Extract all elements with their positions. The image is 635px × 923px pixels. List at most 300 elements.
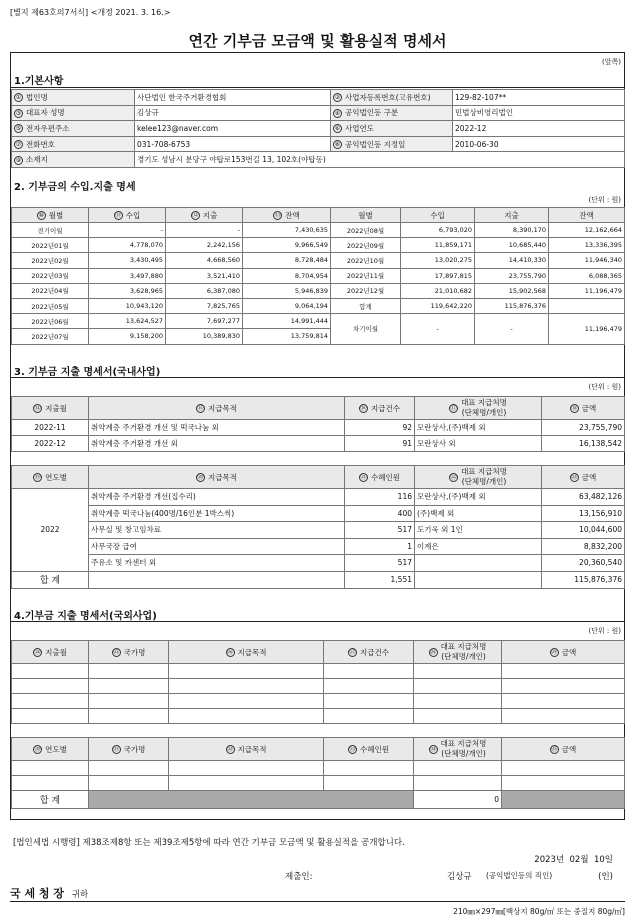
header-row: [12, 466, 625, 489]
recipient: 국 세 청 장 귀하: [10, 887, 89, 900]
section2-unit: (단위 : 원): [588, 196, 621, 204]
header-amount: [502, 738, 625, 761]
payee-subheading: (단체명/개인): [461, 477, 507, 486]
expense-cell: 115,876,376: [475, 298, 549, 313]
section2-title: 2. 기부금의 수입.지출 명세: [11, 178, 624, 192]
empty-cell: [169, 761, 324, 776]
info-row: [12, 136, 625, 152]
carry-income-cell: -: [401, 314, 475, 344]
side-note: (앞쪽): [602, 58, 621, 66]
item-number: ⑮: [197, 405, 204, 412]
total-label: 합 계: [12, 571, 89, 588]
purpose-cell: 취약계층 떡국나눔(400명/16인분 1박스씩): [89, 505, 345, 522]
info-label: [12, 152, 135, 168]
table-row: [12, 420, 625, 436]
expense-cell: 7,697,277: [166, 314, 243, 329]
table-row: [12, 268, 625, 283]
item-number: ⑰: [450, 404, 457, 412]
payee-heading: 대표 지급처명: [461, 398, 507, 407]
amount-cell: 8,832,200: [542, 538, 625, 555]
total-row: [12, 571, 625, 588]
item-label: 금액: [581, 472, 597, 482]
table-row: [12, 522, 625, 539]
empty-cell: [89, 679, 169, 694]
amount-cell: 16,138,542: [542, 436, 625, 452]
item-number: ②: [334, 94, 341, 102]
table-row: [12, 314, 625, 329]
empty-cell: [414, 679, 502, 694]
seal-mark: (인): [598, 872, 613, 882]
header-year: [12, 738, 89, 761]
income-cell: 21,010,682: [401, 283, 475, 298]
item-number: ⑯: [360, 405, 367, 412]
empty-cell: [12, 679, 89, 694]
item-label: 전화번호: [26, 139, 55, 149]
item-number: ㉕: [113, 649, 120, 656]
info-label: [12, 136, 135, 152]
basic-info-table: [11, 89, 625, 168]
purpose-cell: 주유소 및 카센터 외: [89, 555, 345, 572]
balance-cell: 13,759,814: [243, 329, 331, 344]
income-cell: 6,793,020: [401, 223, 475, 238]
month-cell: 2022년09월: [331, 238, 401, 253]
item-number: ⑤: [15, 125, 22, 133]
income-cell: -: [89, 223, 166, 238]
empty-cell: [169, 664, 324, 679]
header-amount: [542, 397, 625, 420]
empty-row: [12, 761, 625, 776]
item-number: ㉚: [34, 746, 41, 753]
item-number: ㉔: [34, 649, 41, 656]
month-cell: 2022년11월: [331, 268, 401, 283]
count-cell: 400: [345, 505, 415, 522]
item-label: 금액: [561, 647, 577, 657]
address-value: 경기도 성남시 분당구 야탑로153번길 13, 102호(야탑동): [135, 152, 625, 168]
balance-cell: 8,728,484: [243, 253, 331, 268]
header-count: [345, 466, 415, 489]
item-label: 국가명: [123, 744, 146, 754]
item-label: 수혜인원: [371, 472, 400, 482]
item-label: 지출월: [45, 403, 67, 413]
item-label: 연도별: [45, 472, 67, 482]
total-purpose: [89, 571, 345, 588]
empty-cell: [89, 694, 169, 709]
legal-statement: [법인세법 시행령] 제38조제8항 또는 제39조제5항에 따라 연간 기부금 모금액 및 활용실적을 공개합니다.: [13, 838, 405, 848]
empty-cell: [12, 761, 89, 776]
info-label: [331, 90, 453, 106]
balance-cell: 6,088,365: [549, 268, 625, 283]
month-cell: 합계: [331, 298, 401, 313]
header-payee: [415, 466, 542, 489]
info-label: [331, 121, 453, 137]
col-expense-2: 지출: [475, 208, 549, 223]
income-cell: 3,430,495: [89, 253, 166, 268]
domestic-expense-table: [11, 396, 625, 589]
item-number: ⑧: [334, 141, 341, 149]
item-label: 대표자 성명: [26, 108, 65, 118]
balance-cell: 11,196,479: [549, 283, 625, 298]
info-row: [12, 105, 625, 121]
payee-cell: [415, 555, 542, 572]
balance-cell: 8,704,954: [243, 268, 331, 283]
header-count: [345, 397, 415, 420]
item-label: 사업연도: [345, 123, 374, 133]
payee-heading: 대표 지급처명: [461, 467, 507, 476]
table-row: [12, 253, 625, 268]
item-label: 전자우편주소: [26, 123, 70, 133]
total-count: 0: [414, 791, 502, 809]
empty-cell: [502, 709, 625, 724]
item-label: 금액: [581, 403, 597, 413]
section3-unit: (단위 : 원): [588, 383, 621, 391]
header-month: [12, 641, 89, 664]
income-cell: 10,943,120: [89, 298, 166, 313]
income-expense-table: [11, 207, 625, 345]
amount-cell: 23,755,790: [542, 420, 625, 436]
purpose-cell: 사무국장 급여: [89, 538, 345, 555]
empty-cell: [169, 776, 324, 791]
item-number: ㉝: [349, 746, 356, 753]
month-cell: 2022년07월: [12, 329, 89, 344]
header-country: [89, 641, 169, 664]
info-value: 민법상비영리법인: [453, 105, 625, 121]
month-cell: 2022-12: [12, 436, 89, 452]
month-cell: 2022년02월: [12, 253, 89, 268]
balance-cell: 9,064,194: [243, 298, 331, 313]
item-label: 공익법인등 구분: [345, 108, 399, 118]
month-cell: 2022년04월: [12, 283, 89, 298]
month-cell: 2022년03월: [12, 268, 89, 283]
recipient-suffix: 귀하: [71, 890, 89, 900]
header-row: [12, 397, 625, 420]
info-label: [12, 105, 135, 121]
col-month: ⑩ 월별: [12, 208, 89, 223]
payee-cell: (주)백제 외: [415, 505, 542, 522]
expense-cell: 4,668,560: [166, 253, 243, 268]
header-row: [12, 641, 625, 664]
table-row: [12, 298, 625, 313]
col-income-2: 수입: [401, 208, 475, 223]
spacer-cell: [12, 724, 625, 738]
info-label: [12, 90, 135, 106]
expense-cell: 3,521,410: [166, 268, 243, 283]
month-cell: 2022년01월: [12, 238, 89, 253]
section4-title: 4.기부금 지출 명세서(국외사업): [11, 607, 624, 622]
payee-cell: 이계은: [415, 538, 542, 555]
total-gray: [89, 791, 414, 809]
balance-cell: 5,946,839: [243, 283, 331, 298]
month-cell: 전기이월: [12, 223, 89, 238]
header-purpose: [169, 738, 324, 761]
item-number: ㉖: [226, 649, 233, 656]
payee-heading: 대표 지급처명: [440, 642, 487, 651]
header-purpose: [89, 397, 345, 420]
payee-cell: 모란상사,(주)백제 외: [415, 420, 542, 436]
month-cell: 2022년05월: [12, 298, 89, 313]
section4-unit: (단위 : 원): [588, 627, 621, 635]
info-row: [12, 90, 625, 106]
table-row: [12, 489, 625, 506]
purpose-cell: 취약계층 주거환경 개선 및 떡국나눔 외: [89, 420, 345, 436]
empty-cell: [12, 709, 89, 724]
info-value: 031-708-6753: [135, 136, 331, 152]
item-label: 국가명: [123, 647, 146, 657]
table-row: [12, 555, 625, 572]
empty-cell: [89, 664, 169, 679]
income-cell: 9,158,200: [89, 329, 166, 344]
item-number: ㉜: [226, 746, 233, 753]
carry-expense-cell: -: [475, 314, 549, 344]
expense-cell: 23,755,790: [475, 268, 549, 283]
amount-cell: 10,044,600: [542, 522, 625, 539]
info-row: [12, 121, 625, 137]
item-number: ㉗: [349, 649, 356, 656]
purpose-cell: 취약계층 주거환경 개선 외: [89, 436, 345, 452]
header-payee: [414, 641, 502, 664]
item-label: 공익법인등 지정일: [345, 139, 406, 149]
item-label: 지급목적: [237, 647, 267, 657]
count-cell: 92: [345, 420, 415, 436]
section3-title: 3. 기부금 지출 명세서(국내사업): [11, 363, 624, 378]
income-cell: 17,897,815: [401, 268, 475, 283]
empty-row: [12, 664, 625, 679]
expense-cell: -: [166, 223, 243, 238]
item-label: 소재지: [26, 155, 48, 165]
empty-cell: [502, 761, 625, 776]
item-number: ㉒: [450, 473, 457, 481]
spacer-cell: [12, 452, 625, 466]
header-year: [12, 466, 89, 489]
expense-cell: 10,389,830: [166, 329, 243, 344]
payee-subheading: (단체명/개인): [441, 652, 486, 661]
empty-cell: [414, 776, 502, 791]
month-cell: 2022년10월: [331, 253, 401, 268]
col-expense: ⑫ 지출: [166, 208, 243, 223]
info-label: [331, 105, 453, 121]
carry-month-cell: 차기이월: [331, 314, 401, 344]
item-number: ㉞: [430, 745, 437, 753]
income-cell: 13,020,275: [401, 253, 475, 268]
item-number: ㉛: [113, 746, 120, 753]
empty-cell: [169, 679, 324, 694]
submitter-name: 김상규: [447, 872, 472, 882]
amount-cell: 63,482,126: [542, 489, 625, 506]
balance-cell: 14,991,444: [243, 314, 331, 329]
empty-cell: [324, 694, 414, 709]
count-cell: 1: [345, 538, 415, 555]
empty-cell: [502, 679, 625, 694]
item-label: 금액: [561, 744, 577, 754]
month-cell: 2022-11: [12, 420, 89, 436]
header-amount: [542, 466, 625, 489]
item-number: ④: [334, 109, 341, 117]
info-value: 사단법인 한국주거환경협회: [135, 90, 331, 106]
item-number: ⑦: [15, 141, 22, 149]
submitter-label: 제출인:: [285, 872, 313, 882]
expense-cell: 10,685,440: [475, 238, 549, 253]
count-cell: 116: [345, 489, 415, 506]
payee-subheading: (단체명/개인): [441, 749, 486, 758]
submitter-role: (공익법인등의 직인): [486, 871, 553, 880]
count-cell: 517: [345, 555, 415, 572]
paper-spec: 210㎜×297㎜[백상지 80g/㎡ 또는 중질지 80g/㎡]: [453, 907, 625, 916]
item-number: ㉑: [360, 474, 367, 481]
item-number: ㉟: [551, 746, 558, 753]
header-payee: [414, 738, 502, 761]
payee-cell: 도기욱 외 1인: [415, 522, 542, 539]
empty-cell: [324, 664, 414, 679]
header-country: [89, 738, 169, 761]
empty-cell: [324, 679, 414, 694]
purpose-cell: 취약계층 주거환경 개선(집수리): [89, 489, 345, 506]
month-cell: 2022년06월: [12, 314, 89, 329]
empty-cell: [414, 761, 502, 776]
table-row: [12, 436, 625, 452]
header-count: [324, 738, 414, 761]
balance-cell: [549, 298, 625, 313]
month-cell: 2022년12월: [331, 283, 401, 298]
empty-cell: [89, 776, 169, 791]
item-number: ㉘: [430, 648, 437, 656]
empty-cell: [12, 776, 89, 791]
empty-cell: [324, 776, 414, 791]
bottom-rule: [10, 901, 625, 902]
empty-row: [12, 776, 625, 791]
income-cell: 3,497,880: [89, 268, 166, 283]
month-cell: 2022년08월: [331, 223, 401, 238]
empty-cell: [414, 709, 502, 724]
item-number: ③: [15, 109, 22, 117]
expense-cell: 15,902,568: [475, 283, 549, 298]
carry-balance-cell: 11,196,479: [549, 314, 625, 344]
info-value: 2010-06-30: [453, 136, 625, 152]
section1-title: 1.기본사항: [11, 72, 624, 88]
col-month-2: 월별: [331, 208, 401, 223]
spacer-row: [12, 724, 625, 738]
expense-cell: 2,242,156: [166, 238, 243, 253]
info-label: [331, 136, 453, 152]
empty-cell: [414, 694, 502, 709]
item-number: ⑭: [34, 405, 41, 412]
info-row-address: [12, 152, 625, 168]
empty-cell: [12, 694, 89, 709]
item-label: 연도별: [45, 744, 67, 754]
info-value: 김상규: [135, 105, 331, 121]
header-payee: [415, 397, 542, 420]
header-row: [12, 738, 625, 761]
total-payee: [415, 571, 542, 588]
balance-cell: 7,430,635: [243, 223, 331, 238]
col-income: ⑪ 수입: [89, 208, 166, 223]
item-label: 지급목적: [208, 472, 237, 482]
item-label: 수혜인원: [360, 744, 389, 754]
item-label: 사업자등록번호(고유번호): [345, 92, 431, 102]
col-balance-2: 잔액: [549, 208, 625, 223]
spacer-row: [12, 452, 625, 466]
item-number: ⑨: [15, 156, 22, 164]
item-label: 지급건수: [360, 647, 389, 657]
expense-cell: 6,387,080: [166, 283, 243, 298]
empty-cell: [12, 664, 89, 679]
payee-cell: 모란상사,(주)백제 외: [415, 489, 542, 506]
payee-cell: 모란상사 외: [415, 436, 542, 452]
item-number: ⑲: [34, 474, 41, 481]
purpose-cell: 사무실 및 창고임차료: [89, 522, 345, 539]
income-cell: 13,624,527: [89, 314, 166, 329]
income-cell: 119,642,220: [401, 298, 475, 313]
total-amount: 115,876,376: [542, 571, 625, 588]
empty-row: [12, 679, 625, 694]
header-month: [12, 397, 89, 420]
empty-cell: [502, 664, 625, 679]
empty-cell: [169, 694, 324, 709]
total-gray: [502, 791, 625, 809]
expense-cell: 14,410,330: [475, 253, 549, 268]
info-value: 2022-12: [453, 121, 625, 137]
amount-cell: 13,156,910: [542, 505, 625, 522]
empty-cell: [89, 709, 169, 724]
item-label: 법인명: [26, 92, 48, 102]
payee-subheading: (단체명/개인): [461, 408, 507, 417]
table-row: [12, 505, 625, 522]
income-cell: 3,628,965: [89, 283, 166, 298]
income-cell: 4,778,070: [89, 238, 166, 253]
empty-cell: [502, 694, 625, 709]
item-number: ㉓: [571, 474, 578, 481]
info-value: kelee123@naver.com: [135, 121, 331, 137]
empty-cell: [414, 664, 502, 679]
count-cell: 91: [345, 436, 415, 452]
header-amount: [502, 641, 625, 664]
payee-heading: 대표 지급처명: [440, 739, 487, 748]
header-count: [324, 641, 414, 664]
balance-cell: 11,946,340: [549, 253, 625, 268]
item-number: ⑳: [197, 474, 204, 481]
info-value: 129-82-107**: [453, 90, 625, 106]
balance-cell: 13,336,395: [549, 238, 625, 253]
empty-cell: [169, 709, 324, 724]
empty-cell: [89, 761, 169, 776]
empty-row: [12, 694, 625, 709]
item-label: 지출월: [45, 647, 67, 657]
total-count: 1,551: [345, 571, 415, 588]
item-label: 지급건수: [371, 403, 400, 413]
col-balance: ⑬ 잔액: [243, 208, 331, 223]
item-label: 지급목적: [208, 403, 237, 413]
balance-cell: 9,966,549: [243, 238, 331, 253]
balance-cell: 12,162,664: [549, 223, 625, 238]
total-label: 합 계: [12, 791, 89, 809]
item-label: 지급목적: [237, 744, 267, 754]
empty-cell: [324, 709, 414, 724]
year-cell: 2022: [12, 489, 89, 572]
expense-cell: 7,825,765: [166, 298, 243, 313]
item-number: ①: [15, 94, 22, 102]
total-row: [12, 791, 625, 809]
overseas-expense-table: [11, 640, 625, 809]
empty-cell: [324, 761, 414, 776]
amount-cell: 20,360,540: [542, 555, 625, 572]
count-cell: 517: [345, 522, 415, 539]
empty-row: [12, 709, 625, 724]
item-number: ⑥: [334, 125, 341, 133]
submit-date: 2023년 02월 10일: [534, 855, 613, 865]
item-number: ㉙: [551, 649, 558, 656]
header-purpose: [169, 641, 324, 664]
table-row: [12, 223, 625, 238]
table-row: [12, 283, 625, 298]
expense-cell: 8,390,170: [475, 223, 549, 238]
